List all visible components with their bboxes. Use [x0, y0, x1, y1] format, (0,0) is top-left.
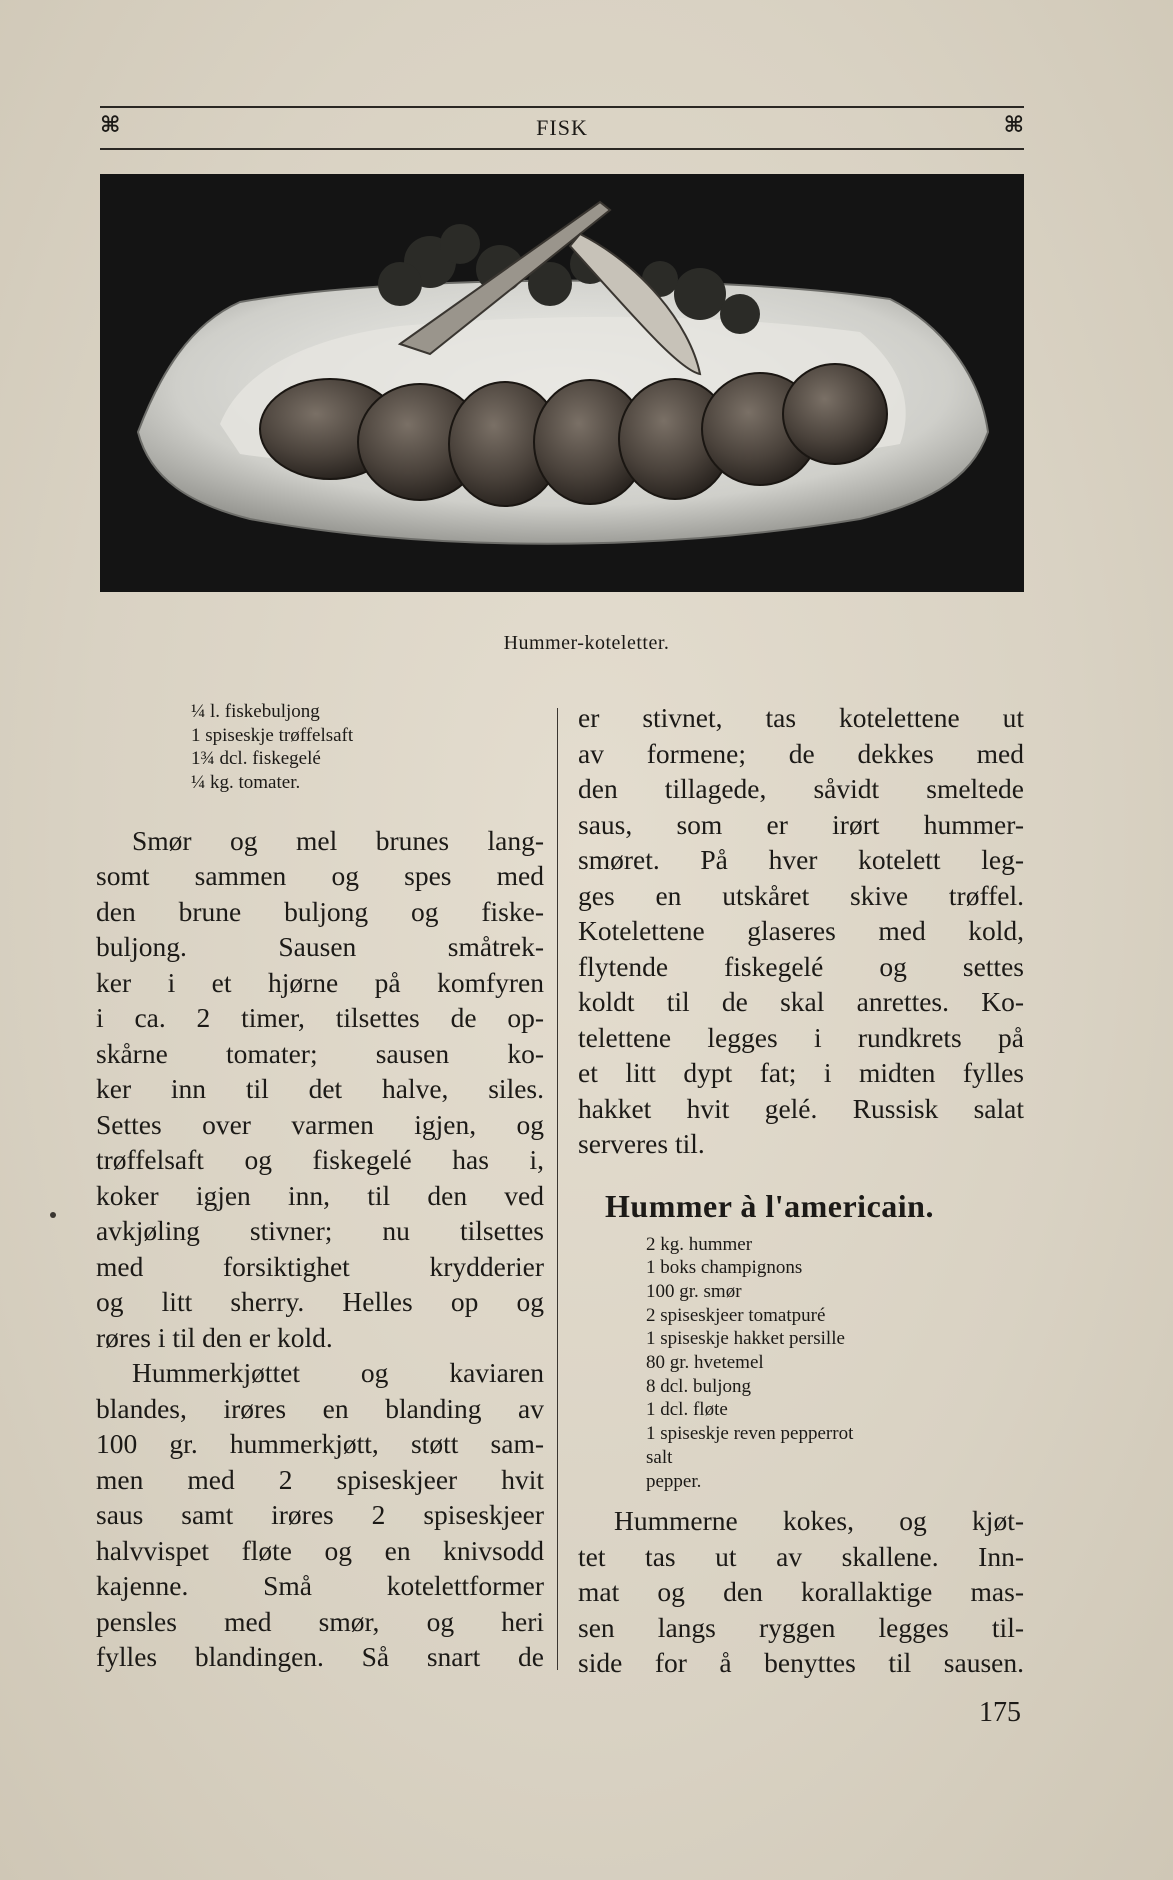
ingredient-item: ¼ kg. tomater.: [191, 772, 301, 794]
ingredient-item: salt: [646, 1446, 673, 1468]
ingredient-item: 1 spiseskje trøffelsaft: [191, 724, 354, 746]
text-line: et litt dypt fat; i midten fylles: [578, 1057, 1024, 1088]
text-line: er stivnet, tas kotelettene ut: [578, 702, 1024, 733]
left-column: [96, 700, 544, 1675]
method-paragraph-3: [578, 700, 1024, 1162]
text-line: side for å benyttes til sausen.: [578, 1647, 1024, 1679]
text-line: flytende fiskegelé og settes: [578, 950, 1024, 982]
text-line: den brune buljong og fiske-: [96, 895, 544, 927]
text-line: telettene legges i rundkrets på: [578, 1021, 1024, 1053]
text-line: trøffelsaft og fiskegelé has i,: [96, 1144, 544, 1176]
text-line: ker inn til det halve, siles.: [96, 1073, 544, 1105]
ingredient-item: 1 boks champignons: [646, 1257, 803, 1279]
text-line: fylles blandingen. Så snart de: [96, 1641, 544, 1673]
ink-speck: [50, 1212, 56, 1218]
running-header: [100, 106, 1024, 150]
text-line: 100 gr. hummerkjøtt, støtt sam-: [96, 1428, 544, 1460]
text-line: Kotelettene glaseres med kold,: [578, 915, 1024, 946]
text-line: ges en utskåret skive trøffel.: [578, 879, 1024, 911]
photo-caption: Hummer-koteletter.: [503, 632, 670, 654]
ingredient-item: 2 spiseskjeer tomatpuré: [646, 1304, 826, 1326]
text-line: mat og den korallaktige mas-: [578, 1576, 1024, 1608]
text-line: sen langs ryggen legges til-: [578, 1611, 1024, 1643]
ingredient-item: 1 dcl. fløte: [646, 1399, 728, 1421]
text-line: ker i et hjørne på komfyren: [96, 966, 544, 998]
text-line: men med 2 spiseskjeer hvit: [96, 1463, 544, 1495]
text-line: og litt sherry. Helles op og: [96, 1286, 544, 1318]
ingredient-item: 80 gr. hvetemel: [646, 1352, 764, 1374]
text-line: Smør og mel brunes lang-: [132, 824, 544, 856]
ingredient-item: pepper.: [646, 1470, 702, 1492]
ingredient-item: 2 kg. hummer: [646, 1233, 753, 1255]
text-line: skårne tomater; sausen ko-: [96, 1037, 544, 1069]
text-line: hakket hvit gelé. Russisk salat: [578, 1092, 1024, 1124]
text-line: saus samt irøres 2 spiseskjeer: [96, 1499, 544, 1531]
ingredient-list-continued: [96, 700, 544, 795]
page-number: 175: [979, 1697, 1021, 1728]
text-line: serveres til.: [578, 1128, 705, 1159]
text-line: røres i til den er kold.: [96, 1321, 333, 1353]
text-line: koker igjen inn, til den ved: [96, 1179, 544, 1211]
text-line: Hummerne kokes, og kjøt-: [614, 1505, 1024, 1537]
text-line: i ca. 2 timer, tilsettes de op-: [96, 1002, 544, 1034]
text-line: med forsiktighet krydderier: [96, 1250, 544, 1282]
text-line: smøret. På hver kotelett leg-: [578, 844, 1024, 875]
text-line: tet tas ut av skallene. Inn-: [578, 1540, 1024, 1572]
text-line: saus, som er irørt hummer-: [578, 808, 1024, 840]
text-line: halvvispet fløte og en knivsodd: [96, 1534, 544, 1566]
column-divider: [557, 708, 558, 1670]
ingredient-item: 1 spiseskje hakket persille: [646, 1328, 845, 1350]
recipe-heading: Hummer à l'americain.: [605, 1187, 934, 1224]
text-line: buljong. Sausen småtrek-: [96, 931, 544, 963]
text-line: den tillagede, såvidt smeltede: [578, 773, 1024, 804]
ingredient-item: 100 gr. smør: [646, 1280, 742, 1302]
text-line: av formene; de dekkes med: [578, 737, 1024, 769]
text-line: blandes, irøres en blanding av: [96, 1392, 544, 1424]
ornament-right: ⌘: [1003, 112, 1024, 138]
ingredient-list: [578, 1233, 1024, 1494]
text-line: avkjøling stivner; nu tilsettes: [96, 1215, 544, 1247]
text-line: somt sammen og spes med: [96, 860, 544, 892]
method-paragraph-1: [96, 823, 544, 1356]
ingredient-item: 8 dcl. buljong: [646, 1375, 752, 1397]
ornament-left: ⌘: [100, 112, 121, 138]
ingredient-item: 1 spiseskje reven pepperrot: [646, 1423, 854, 1445]
right-column: [578, 700, 1024, 1681]
text-line: koldt til de skal anrettes. Ko-: [578, 986, 1024, 1017]
ingredient-item: 1¾ dcl. fiskegelé: [191, 748, 321, 770]
ingredient-item: ¼ l. fiskebuljong: [191, 701, 320, 722]
text-line: kajenne. Små kotelettformer: [96, 1570, 544, 1602]
dish-photo: [100, 174, 1024, 592]
text-line: pensles med smør, og heri: [96, 1605, 544, 1637]
text-line: Hummerkjøttet og kaviaren: [132, 1357, 544, 1389]
method-paragraph-2: [96, 1355, 544, 1675]
text-line: Settes over varmen igjen, og: [96, 1108, 544, 1140]
method-paragraph-4: [578, 1503, 1024, 1681]
section-title: FISK: [536, 115, 588, 140]
